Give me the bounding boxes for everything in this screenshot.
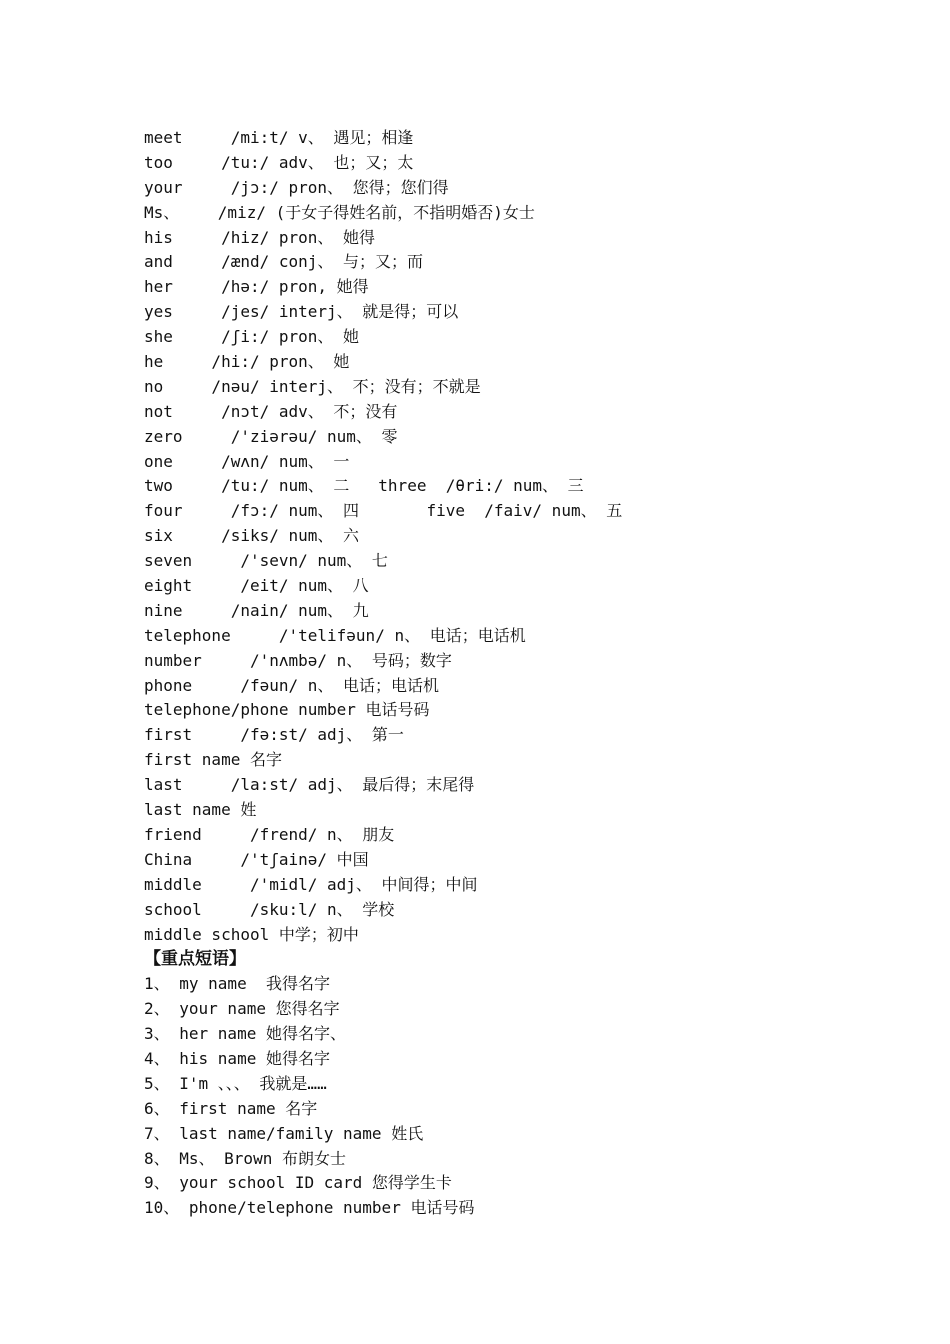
vocabulary-entry: nine /nain/ num、 九: [144, 600, 369, 620]
phrase-entry: 10、 phone/telephone number 电话号码: [144, 1198, 475, 1218]
vocabulary-entry: middle /'midl/ adj、 中间得；中间: [144, 874, 478, 894]
phrase-entry: 6、 first name 名字: [144, 1098, 318, 1118]
vocabulary-entry: number /'nʌmbə/ n、 号码；数字: [144, 650, 452, 670]
vocabulary-entry: last /la:st/ adj、 最后得；末尾得: [144, 775, 475, 795]
vocabulary-entry: two /tu:/ num、 二 three /θri:/ num、 三: [144, 476, 584, 496]
vocabulary-entry: meet /mi:t/ v、 遇见；相逢: [144, 128, 414, 147]
phrase-entry: 4、 his name 她得名字: [144, 1048, 330, 1068]
vocabulary-entry: first /fə:st/ adj、 第一: [144, 725, 404, 745]
vocabulary-entry: China /'tʃainə/ 中国: [144, 849, 369, 869]
phrases-heading: 【重点短语】: [144, 949, 246, 970]
vocabulary-entry: four /fɔ:/ num、 四 five /faiv/ num、 五: [144, 501, 623, 521]
vocabulary-entry: his /hiz/ pron、 她得: [144, 227, 376, 247]
vocabulary-entry: last name 姓: [144, 800, 257, 820]
vocabulary-entry: middle school 中学；初中: [144, 924, 359, 944]
vocabulary-entry: zero /'ziərəu/ num、 零: [144, 426, 398, 446]
phrase-entry: 9、 your school ID card 您得学生卡: [144, 1173, 452, 1193]
vocabulary-entry: too /tu:/ adv、 也；又；太: [144, 152, 414, 172]
vocabulary-list: [144, 126, 904, 947]
vocabulary-entry: telephone /'telifəun/ n、 电话；电话机: [144, 625, 526, 645]
phrase-entry: 7、 last name/family name 姓氏: [144, 1123, 424, 1143]
phrase-entry: 1、 my name 我得名字: [144, 974, 330, 994]
vocabulary-entry: first name 名字: [144, 750, 282, 770]
phrase-entry: 5、 I'm 、、、 我就是……: [144, 1073, 327, 1093]
phrase-entry: 2、 your name 您得名字: [144, 999, 340, 1019]
vocabulary-entry: not /nɔt/ adv、 不；没有: [144, 401, 398, 421]
vocabulary-entry: one /wʌn/ num、 一: [144, 451, 350, 471]
vocabulary-entry: her /hə:/ pron, 她得: [144, 277, 369, 297]
vocabulary-entry: six /siks/ num、 六: [144, 526, 360, 546]
document-page: [144, 126, 904, 1221]
vocabulary-entry: phone /fəun/ n、 电话；电话机: [144, 675, 440, 695]
vocabulary-entry: no /nəu/ interj、 不；没有；不就是: [144, 376, 481, 396]
vocabulary-entry: he /hi:/ pron、 她: [144, 352, 350, 372]
vocabulary-entry: school /sku:l/ n、 学校: [144, 899, 395, 919]
vocabulary-entry: friend /frend/ n、 朋友: [144, 824, 395, 844]
vocabulary-entry: seven /'sevn/ num、 七: [144, 551, 388, 571]
vocabulary-entry: your /jɔ:/ pron、 您得；您们得: [144, 177, 449, 197]
phrase-entry: 8、 Ms、 Brown 布朗女士: [144, 1148, 346, 1168]
vocabulary-entry: yes /jes/ interj、 就是得；可以: [144, 302, 459, 322]
vocabulary-entry: eight /eit/ num、 八: [144, 576, 369, 596]
vocabulary-entry: Ms、 /miz/ (于女子得姓名前，不指明婚否)女士: [144, 202, 535, 222]
phrases-list: [144, 972, 904, 1221]
vocabulary-entry: she /ʃi:/ pron、 她: [144, 327, 360, 347]
phrase-entry: 3、 her name 她得名字、: [144, 1024, 346, 1044]
vocabulary-entry: and /ænd/ conj、 与；又；而: [144, 252, 424, 272]
vocabulary-entry: telephone/phone number 电话号码: [144, 700, 430, 720]
